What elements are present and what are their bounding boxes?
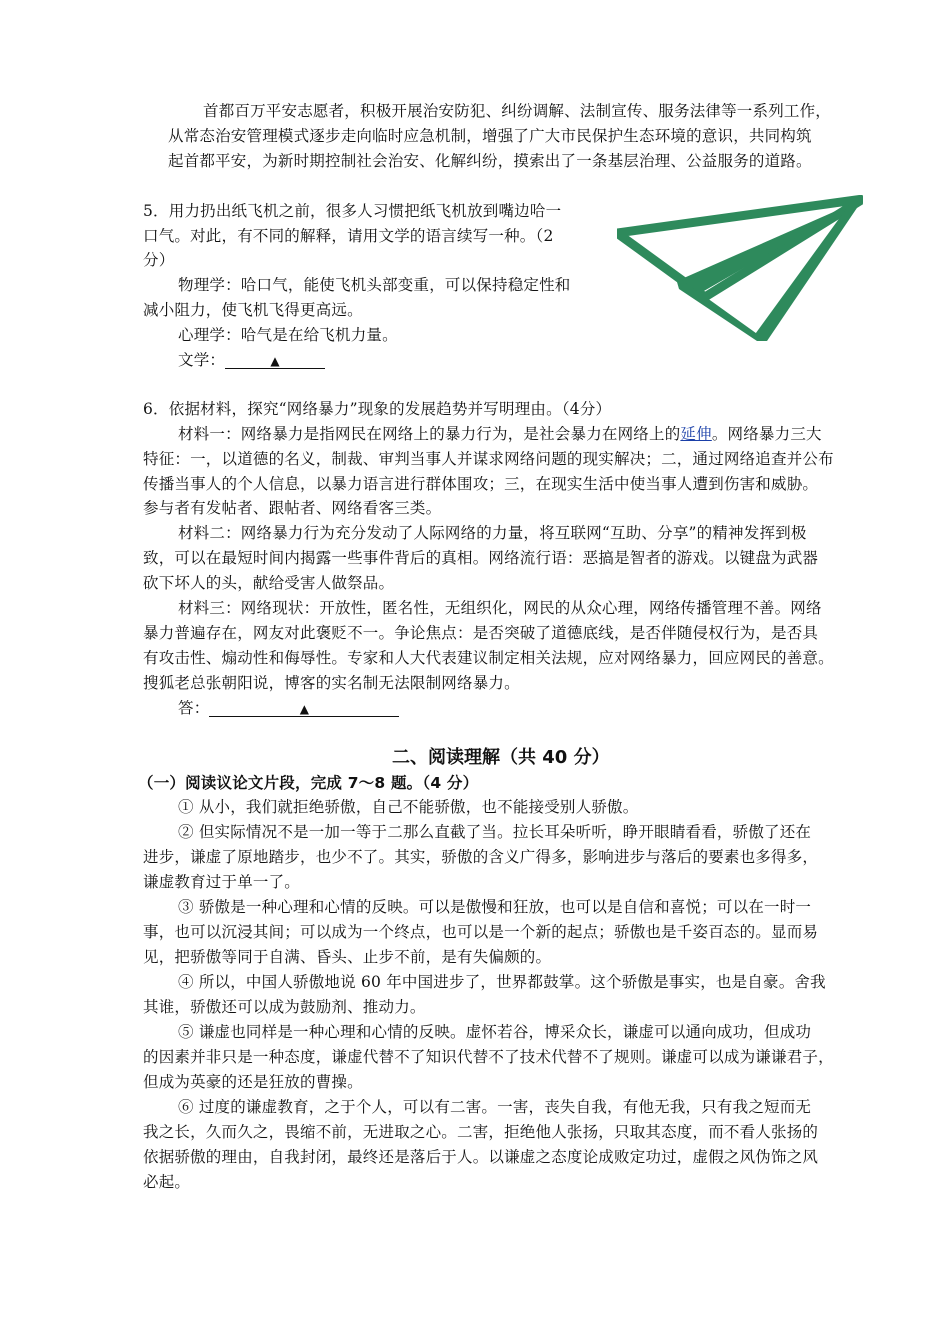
- q5-line-1: 5．用力扔出纸飞机之前，很多人习惯把纸飞机放到嘴边哈一: [143, 202, 562, 220]
- q5-answer-label: 文学：: [178, 351, 226, 369]
- q6-line-8: 暴力普遍存在，网友对此褒贬不一。争论焦点：是否突破了道德底线，是否伴随侵权行为，是否具: [143, 624, 819, 642]
- q6-line-5: 致，可以在最短时间内揭露一些事件背后的真相。网络流行语：恶搞是智者的游戏。以键盘为武器: [143, 549, 819, 567]
- passage-line-2: ② 但实际情况不是一加一等于二那么直截了当。拉长耳朵听听，睁开眼睛看看，骄傲了还在: [178, 823, 812, 841]
- q5-physics-line-1: 物理学：哈口气，能使飞机头部变重，可以保持稳定性和: [178, 276, 571, 294]
- q5-answer-row: [178, 350, 325, 370]
- q6-answer-blank[interactable]: [209, 698, 399, 717]
- q6-line-6: 砍下坏人的头，献给受害人做祭品。: [143, 574, 395, 592]
- q5-answer-mark: ▲: [270, 354, 280, 368]
- passage-line-15: 依据骄傲的理由，自我封闭，最终还是落后于人。以谦虚之态度论成败定功过，虚假之风伪饰之风: [143, 1148, 819, 1166]
- section2-subtitle: （一）阅读议论文片段，完成 7～8 题。（4 分）: [138, 774, 479, 792]
- q6-material1-text-after: 。网络暴力三大: [711, 425, 822, 443]
- q6-line-4: 材料二：网络暴力行为充分发动了人际网络的力量，将互联网“互助、分享”的精神发挥到极: [178, 524, 807, 542]
- q6-material1-text-before: 材料一：网络暴力是指网民在网络上的暴力行为，是社会暴力在网络上的: [178, 425, 681, 443]
- passage-line-5: ③ 骄傲是一种心理和心情的反映。可以是傲慢和狂放，也可以是自信和喜悦；可以在一时一: [178, 898, 812, 916]
- passage-line-7: 见，把骄傲等同于自满、昏头、止步不前，是有失偏颇的。: [143, 948, 552, 966]
- q6-answer-label: 答：: [178, 699, 210, 717]
- intro-line-1: 首都百万平安志愿者，积极开展治安防犯、纠纷调解、法制宣传、服务法律等一系列工作，: [203, 102, 832, 120]
- q6-line-2: 传播当事人的个人信息，以暴力语言进行群体围攻；三，在现实生活中使当事人遭到伤害和威胁。: [143, 475, 819, 493]
- q5-physics-line-2: 减小阻力，使飞机飞得更高远。: [143, 301, 363, 319]
- passage-line-12: 但成为英豪的还是狂放的曹操。: [143, 1073, 363, 1091]
- q5-line-3: 分）: [143, 251, 175, 269]
- passage-line-16: 必起。: [143, 1173, 191, 1191]
- intro-line-2: 从常态治安管理模式逐步走向临时应急机制，增强了广大市民保护生态环境的意识，共同构筑: [168, 127, 812, 145]
- passage-line-6: 事，也可以沉浸其间；可以成为一个终点，也可以是一个新的起点；骄傲也是千姿百态的。显而易: [143, 923, 819, 941]
- passage-line-13: ⑥ 过度的谦虚教育，之于个人，可以有二害。一害，丧失自我，有他无我，只有我之短而无: [178, 1098, 812, 1116]
- intro-line-3: 起首都平安，为新时期控制社会治安、化解纠纷，摸索出了一条基层治理、公益服务的道路。: [168, 152, 812, 170]
- passage-line-9: 其谁，骄傲还可以成为鼓励剂、推动力。: [143, 998, 426, 1016]
- q5-answer-blank[interactable]: [225, 350, 325, 369]
- section2-title: 二、阅读理解（共 40 分）: [392, 747, 610, 768]
- q6-answer-row: [178, 698, 399, 718]
- passage-line-8: ④ 所以，中国人骄傲地说 60 年中国进步了，世界都鼓掌。这个骄傲是事实，也是自豪。舍我: [178, 973, 826, 991]
- q6-line-1: 特征：一，以道德的名义，制裁、审判当事人并谋求网络问题的现实解决；二，通过网络追查并公布: [143, 450, 834, 468]
- passage-line-14: 我之长，久而久之，畏缩不前，无进取之心。二害，拒绝他人张扬，只取其态度，而不看人张扬的: [143, 1123, 819, 1141]
- q6-line-9: 有攻击性、煽动性和侮辱性。专家和人大代表建议制定相关法规，应对网络暴力，回应网民的善意。: [143, 649, 834, 667]
- q6-line-7: 材料三：网络现状：开放性，匿名性，无组织化，网民的从众心理，网络传播管理不善。网络: [178, 599, 822, 617]
- q6-line-3: 参与者有发帖者、跟帖者、网络看客三类。: [143, 499, 442, 517]
- q6-answer-mark: ▲: [299, 702, 310, 716]
- q6-material1-link[interactable]: 延伸: [680, 425, 712, 443]
- passage-line-3: 进步，谦虚了原地踏步，也少不了。其实，骄傲的含义广得多，影响进步与落后的要素也多得多，: [143, 848, 819, 866]
- passage-line-1: ① 从小，我们就拒绝骄傲，自己不能骄傲，也不能接受别人骄傲。: [178, 798, 639, 816]
- passage-line-4: 谦虚教育过于单一了。: [143, 873, 301, 891]
- q6-title: 6．依据材料，探究“网络暴力”现象的发展趋势并写明理由。（4分）: [143, 400, 612, 418]
- q6-material1-line-1: [178, 424, 822, 444]
- q6-line-10: 搜狐老总张朝阳说，博客的实名制无法限制网络暴力。: [143, 674, 520, 692]
- paper-plane-image: [617, 195, 863, 341]
- q5-line-2: 口气。对此，有不同的解释，请用文学的语言续写一种。（2: [143, 227, 554, 245]
- passage-line-11: 的因素并非只是一种态度，谦虚代替不了知识代替不了技术代替不了规则。谦虚可以成为谦谦君子，: [143, 1048, 834, 1066]
- passage-line-10: ⑤ 谦虚也同样是一种心理和心情的反映。虚怀若谷，博采众长，谦虚可以通向成功，但成功: [178, 1023, 812, 1041]
- q5-psychology-line: 心理学：哈气是在给飞机力量。: [178, 326, 398, 344]
